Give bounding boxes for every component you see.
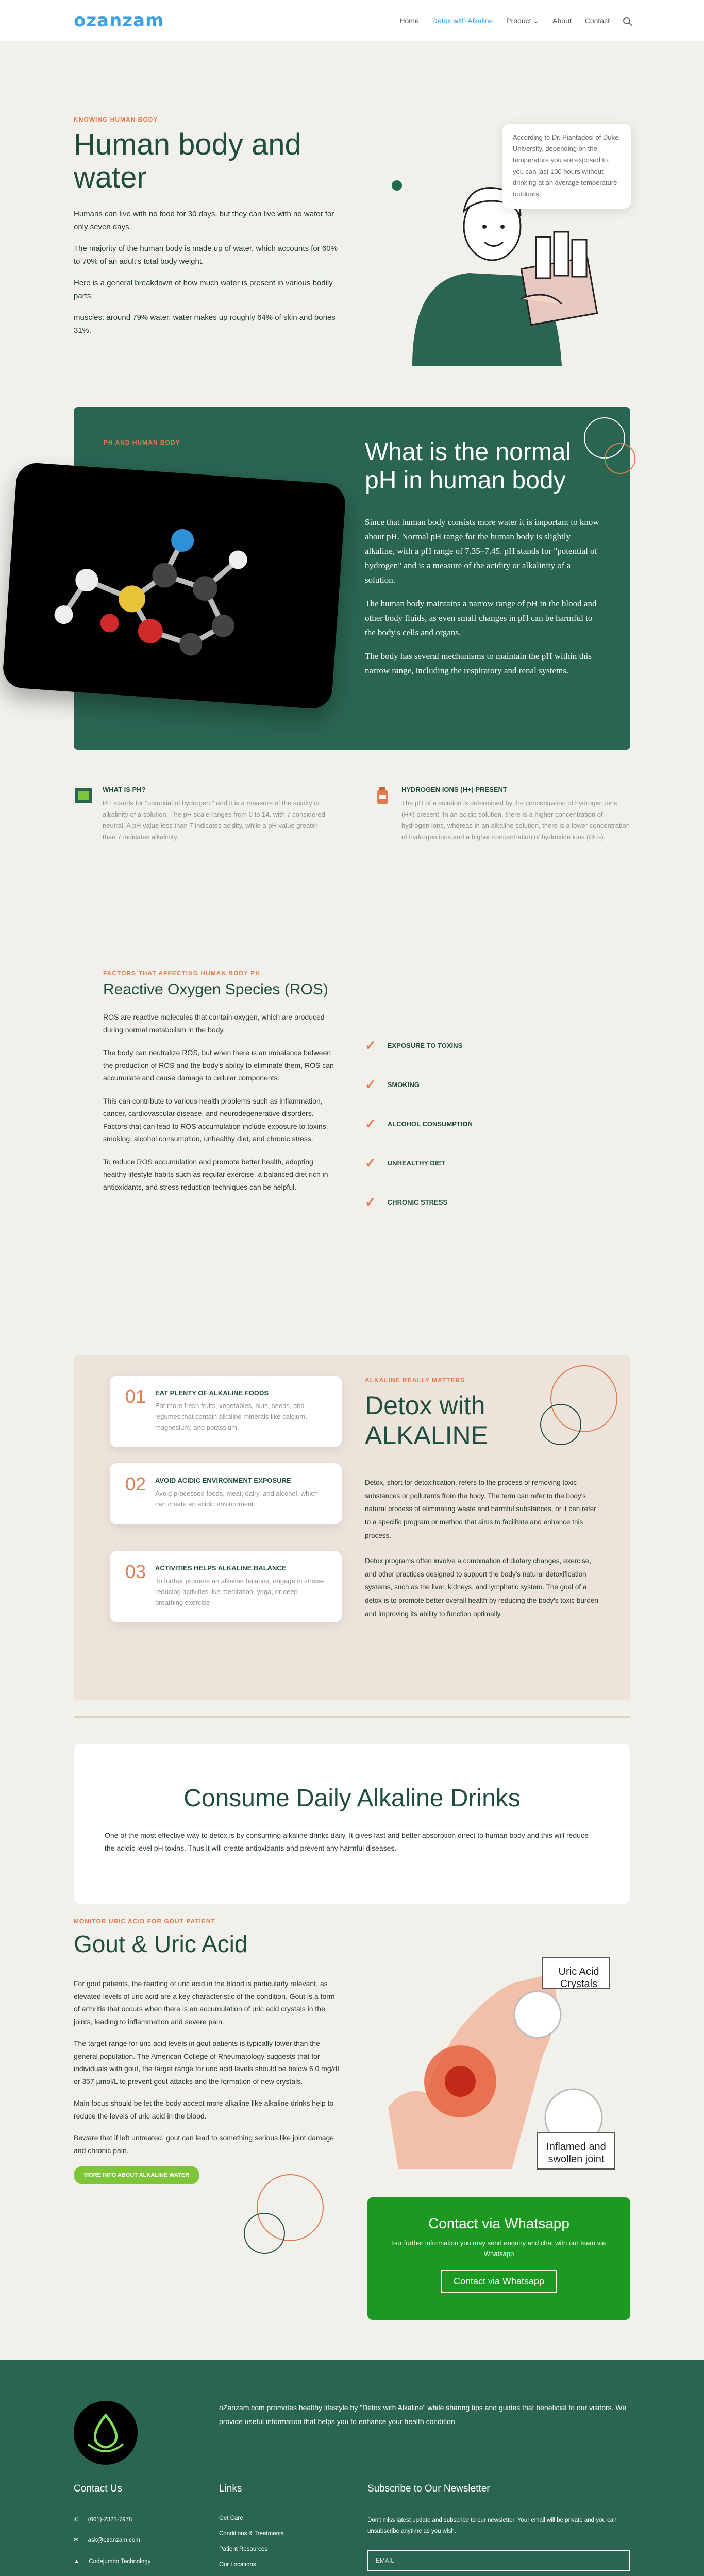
inflamed-joint-label: Inflamed and swollen joint [546,2141,606,2165]
whatsapp-title: Contact via Whatsapp [428,2215,569,2231]
check-icon: ✓ [365,1194,376,1210]
detox-paragraph: Detox programs often involve a combination of dietary changes, exercise, and other practices designed to support the body's natural detoxification systems, such as the liver, kidneys, and lymphatic system. The goal of a detox is to promote better overall health by reducing the body's toxic burden and improving its ability to function optimally. [365,1557,598,1618]
uric-acid-label: Uric Acid Crystals [558,1966,599,1990]
footer-logo[interactable] [74,2401,138,2465]
footer-link[interactable]: Conditions & Treatments [219,2531,284,2537]
newsletter-title: Subscribe to Our Newsletter [367,2483,490,2494]
ros-title: Reactive Oxygen Species (ROS) [103,981,328,998]
footer-link[interactable]: Our Locations [219,2562,256,2568]
checklist-item [365,1182,602,1222]
decor-ring [605,443,635,474]
detox-step [110,1551,342,1622]
ros-paragraph: The body can neutralize ROS, but when there is an imbalance between the production of ROS and the body's ability to eliminate them, ROS can accumulate and cause damage to cellular components. [103,1048,334,1082]
checklist-label: SMOKING [387,1080,420,1089]
footer-contact-title: Contact Us [74,2483,122,2494]
ros-eyebrow: FACTORS THAT AFFECTING HUMAN BODY PH [103,970,260,977]
site-footer [0,2360,704,2576]
ph-eyebrow: PH AND HUMAN BODY [104,439,180,446]
nav-product[interactable] [506,16,539,25]
hero-paragraph: The majority of the human body is made up of water, which accounts for 60% to 70% of an adult's total body weight. [74,244,338,266]
mail-icon: ✉ [74,2537,79,2544]
detox-step [110,1463,342,1524]
footer-about: oZanzam.com promotes healthy lifestyle by "Detox with Alkaline" while sharing tips and guides that beneficial to our visitors. We provide useful information that helps you to enhance your health condition. [219,2403,627,2426]
molecule-image [2,462,347,710]
hero-title: Human body and water [74,128,301,194]
checklist-label: CHRONIC STRESS [387,1198,448,1206]
checklist-item [365,1026,602,1065]
nav-contact[interactable]: Contact [584,16,610,25]
step-text: To further promote an alkaline balance, engage in stress-reducing activities like meditation, yoga, or deep breathing exercise [155,1577,325,1606]
alkaline-info-button[interactable]: MORE INFO ABOUT ALKALINE WATER [74,2166,199,2184]
email-field[interactable] [367,2550,630,2571]
step-title: AVOID ACIDIC ENVIRONMENT EXPOSURE [155,1477,291,1484]
ros-paragraph: This can contribute to various health problems such as inflammation, cancer, cardiovascular disease, and neurodegenerative disorders. Factors that can lead to ROS accumulation include exposure to toxins, smoking, alcohol consumption, unhealthy diet, and chronic stress. [103,1096,328,1143]
ros-checklist [365,1005,602,1222]
company-icon: ▲ [74,2558,80,2565]
check-icon: ✓ [365,1115,376,1131]
ros-text [103,969,335,1204]
footer-link[interactable]: Patient Resources [219,2546,267,2552]
consume-section [74,1744,630,1904]
info-hydrogen-ions [373,786,630,843]
section-divider [74,1716,630,1718]
footer-newsletter [367,2483,630,2576]
contact-row[interactable] [74,2557,208,2566]
fact-bubble: According to Dr. Piantadosi of Duke University, depending on the temperature you are exposed to, you can last 100 hours without drinking at an average temperature outdoors. [502,124,631,209]
molecule-illustration [2,462,347,710]
main-nav [399,16,630,25]
bottle-icon [373,786,392,805]
consume-title: Consume Daily Alkaline Drinks [183,1785,521,1812]
step-title: EAT PLENTY OF ALKALINE FOODS [155,1389,269,1397]
ros-paragraph: ROS are reactive molecules that contain oxygen, which are produced during normal metabolism in the body. [103,1013,325,1034]
ph-paragraph: The human body maintains a narrow range of pH in the blood and other body fluids, as even small changes in pH can be harmful to the body's cells and organs. [365,599,597,638]
chevron-down-icon: ⌄ [533,16,540,25]
gout-paragraph: For gout patients, the reading of uric acid in the blood is particularly relevant, as elevated levels of uric acid are a key characteristic of the condition. Gout is a form of arthritis that occurs when there is an accumulation of uric acid crystals in the joints, leading to inflammation and severe pain. [74,1979,335,2026]
checklist-label: EXPOSURE TO TOXINS [387,1041,463,1049]
phone-icon: ✆ [74,2517,79,2523]
gout-title: Gout & Uric Acid [74,1930,248,1957]
hero-paragraph: Humans can live with no food for 30 days, but they can live with no water for only seven days. [74,209,334,232]
checklist-item [365,1143,602,1182]
contact-row[interactable] [74,2536,208,2545]
step-text: Avoid processed foods, meat, dairy, and alcohol, which can create an acidic environment. [155,1489,319,1508]
gout-eyebrow: MONITOR URIC ACID FOR GOUT PATIENT [74,1918,215,1925]
search-icon[interactable] [623,17,630,24]
checklist-item [365,1104,602,1143]
nav-product-label: Product [506,16,531,25]
hero-section [0,41,704,376]
step-number: 01 [125,1386,146,1407]
nav-detox[interactable]: Detox with Alkaline [432,16,493,25]
detox-paragraph: Detox, short for detoxification, refers to the process of removing toxic substances or pollutants from the body. The term can refer to the body's natural process of eliminating waste and harmful substances, or it can refer to a specific program or method that aims to facilitate and enhance this process. [365,1479,596,1539]
hero-text [74,116,342,346]
contact-text: ask@ozanzam.com [88,2537,140,2544]
step-text: Eat more fresh fruits, vegetables, nuts, seeds, and legumes that contain alkaline minerals like calcium, magnesium, and potassium. [155,1402,307,1431]
footer-contact [74,2483,208,2576]
whatsapp-box [367,2197,630,2320]
gout-paragraph: Main focus should be let the body accept more alkaline like alkaline drinks help to reduce the levels of uric acid in the blood. [74,2099,334,2120]
whatsapp-text: For further information you may send enquiry and chat with our team via Whatsapp [392,2239,606,2258]
check-icon: ✓ [365,1155,376,1171]
footer-links-title: Links [219,2483,242,2494]
site-header [0,0,704,41]
nav-about[interactable]: About [552,16,572,25]
step-title: ACTIVITIES HELPS ALKALINE BALANCE [155,1564,287,1572]
contact-row[interactable] [74,2515,208,2524]
ph-title: What is the normal pH in human body [365,438,572,495]
detox-step [110,1376,342,1447]
consume-text: One of the most effective way to detox is by consuming alkaline drinks daily. It gives fast and better absorption direct to human body and this will reduce the acidic level pH toxins. Thus it will create antioxidants and prevent any harmful diseases. [105,1831,589,1853]
step-number: 02 [125,1473,146,1495]
check-icon: ✓ [365,1037,376,1053]
check-icon: ✓ [365,1076,376,1092]
info-title: WHAT IS PH? [103,786,146,793]
info-text: The pH of a solution is determined by the concentration of hydrogen ions (H+) present. In an acidic solution, there is a higher concentration of hydrogen ions, whereas in an alkaline solution, there is a lower concentration of hydrogen ions and a higher concentration of hydroxide ions (OH-). [401,799,630,841]
checklist-label: ALCOHOL CONSUMPTION [387,1120,473,1128]
footer-links [219,2483,322,2576]
ph-info-row [74,786,630,843]
gout-paragraph: The target range for uric acid levels in gout patients is typically lower than the general population. The American College of Rheumatology suggests that for individuals with gout, the target range for uric acid levels should be below 6.0 mg/dL or 357 µmol/L to prevent gout attacks and the formation of new crystals. [74,2039,341,2086]
ros-paragraph: To reduce ROS accumulation and promote better health, adopting healthy lifestyle habits such as regular exercise, a balanced diet rich in antioxidants, and stress reduction techniques can be helpful. [103,1157,328,1191]
site-logo[interactable]: ozanzam [74,10,164,31]
gout-text [74,1917,342,2184]
footer-link[interactable]: Get Care [219,2515,243,2521]
hero-paragraph: Here is a general breakdown of how much water is present in various bodily parts: [74,278,333,301]
ph-paragraph: Since that human body consists more water it is important to know about pH. Normal pH range for the human body is slightly alkaline, with a pH range of 7.35–7.45. pH stands for "potential of hydrogen" and is a measure of the acidity or alkalinity of a solution. [365,517,599,585]
contact-text: Codejumbo Technology [89,2558,151,2565]
detox-title: Detox with ALKALINE [365,1391,489,1450]
whatsapp-button[interactable]: Contact via Whatsapp [441,2270,557,2293]
checklist-label: UNHEALTHY DIET [387,1159,445,1167]
flask-icon [74,786,93,805]
step-number: 03 [125,1561,146,1582]
decor-ring [540,1404,581,1445]
decor-ring [244,2213,285,2254]
detox-section [74,1355,630,1700]
checklist-item [365,1065,602,1104]
hero-eyebrow: KNOWING HUMAN BODY [74,116,158,123]
newsletter-text: Don't miss latest update and subscribe to our newsletter. Your email will be private and you can unsubscribe anytime as you wish. [367,2517,617,2534]
ph-text [365,515,602,687]
contact-text: (601)-2321-7978 [88,2517,132,2523]
nav-home[interactable]: Home [399,16,419,25]
gout-paragraph: Beware that if left untreated, gout can lead to something serious like joint damage and chronic pain. [74,2133,334,2155]
hero-paragraph: muscles: around 79% water, water makes up roughly 64% of skin and bones 31%. [74,313,336,335]
info-title: HYDROGEN IONS (H+) PRESENT [401,786,507,793]
info-text: PH stands for "potential of hydrogen," and it is a measure of the acidity or alkalinity of a solution. The pH scale ranges from 0 to 14, with 7 considered neutral. A pH value less than 7 indicates acidity, while a pH value greater than 7 indicates alkalinity. [103,799,325,841]
ph-paragraph: The body has several mechanisms to maintain the pH within this narrow range, including the respiratory and renal systems. [365,651,592,676]
info-what-is-ph [74,786,331,843]
detox-eyebrow: ALKALINE REALLY MATTERS [365,1377,465,1384]
